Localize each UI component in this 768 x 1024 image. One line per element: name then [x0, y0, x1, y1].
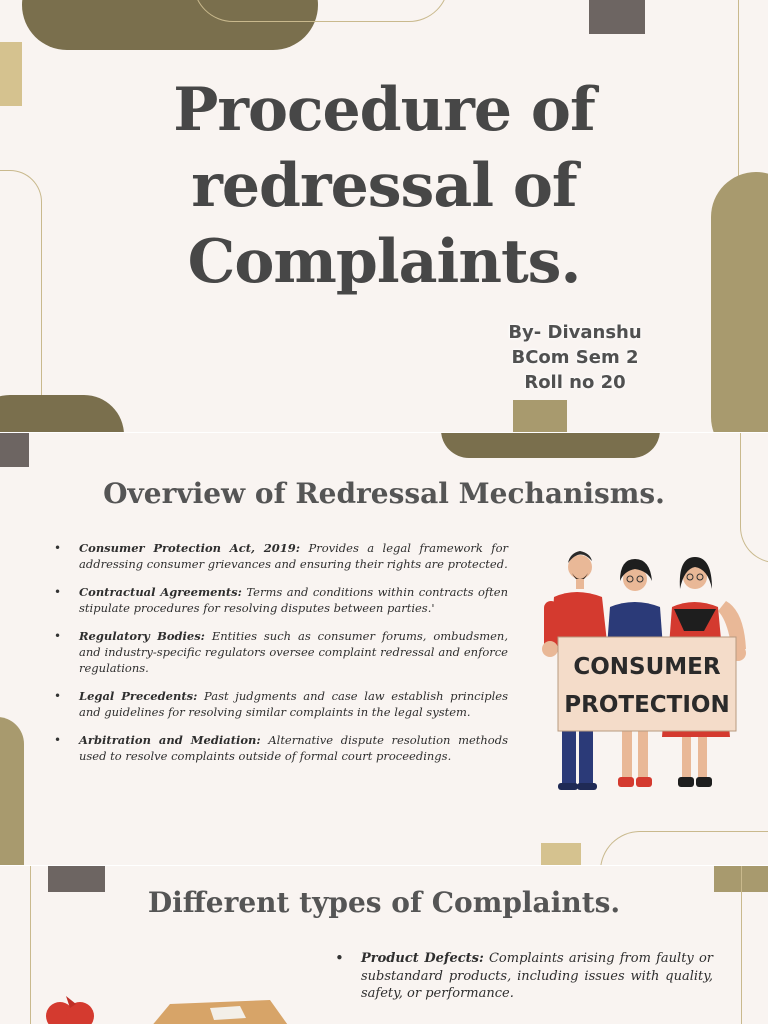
top-right-pill-shape: [441, 433, 660, 458]
list-item: [52, 689, 508, 720]
list-item: [52, 585, 508, 616]
left-outline-shape: [0, 170, 42, 428]
title-slide: [0, 0, 768, 432]
top-left-square: [0, 433, 29, 467]
complaint-types-slide: [0, 866, 768, 1024]
overview-slide: [0, 433, 768, 865]
roll-number: Roll no 20: [524, 372, 626, 393]
bottom-center-square: [513, 400, 567, 432]
bullet-term: Regulatory Bodies:: [79, 629, 205, 644]
bullet-term: Contractual Agreements:: [79, 585, 242, 600]
bottom-right-outline: [600, 831, 768, 865]
sign-text-line1: CONSUMER: [573, 654, 721, 680]
author-name: By- Divanshu: [508, 322, 642, 343]
complaint-type-list: [333, 950, 713, 1003]
bullet-text: Past judgments and case law establish principles and guidelines for resolving similar complaints in the legal system.: [79, 689, 508, 719]
presentation-title: Procedure of redressal of Complaints.: [173, 75, 595, 297]
top-outline-shape: [193, 0, 449, 22]
bullet-text: Entities such as consumer forums, ombudsmen, and industry-specific regulators oversee complaint redressal and enforce regulations.: [79, 629, 508, 675]
list-item: [52, 629, 508, 676]
consumer-protection-illustration: [534, 541, 754, 795]
bottom-right-sand-square: [541, 843, 581, 865]
list-item: [52, 541, 508, 572]
right-tall-pill-shape: [711, 172, 768, 432]
bullet-text: Terms and conditions within contracts often stipulate procedures for resolving disputes between parties.': [79, 585, 508, 615]
bullet-text: Complaints arising from faulty or substandard products, including issues with quality, safety, or performance.: [361, 951, 713, 1001]
list-item: [333, 950, 713, 1003]
bottom-left-pill-shape: [0, 395, 124, 432]
bullet-text: Provides a legal framework for addressing consumer grievances and ensuring their rights are protected.: [79, 541, 508, 571]
mechanism-list: [52, 541, 508, 778]
left-khaki-pill: [0, 717, 24, 865]
heart-gift-illustration: [40, 986, 110, 1024]
bullet-term: Consumer Protection Act, 2019:: [79, 541, 301, 555]
bullet-term: Arbitration and Mediation:: [79, 733, 261, 748]
bullet-term: Legal Precedents:: [79, 689, 198, 704]
left-hand: [542, 641, 558, 657]
course-info: BCom Sem 2: [511, 347, 639, 368]
section-title: Overview of Redressal Mechanisms.: [103, 477, 665, 510]
sign-text-line2: PROTECTION: [564, 692, 730, 718]
section-title: Different types of Complaints.: [147, 886, 621, 919]
author-byline: [470, 320, 680, 395]
box-illustration: [150, 998, 290, 1024]
top-right-square: [589, 0, 645, 34]
bullet-text: Alternative dispute resolution methods used to resolve complaints outside of formal court proceedings.: [79, 733, 508, 763]
list-item: [52, 733, 508, 764]
bullet-term: Product Defects:: [361, 951, 484, 966]
left-sand-block: [0, 42, 22, 106]
